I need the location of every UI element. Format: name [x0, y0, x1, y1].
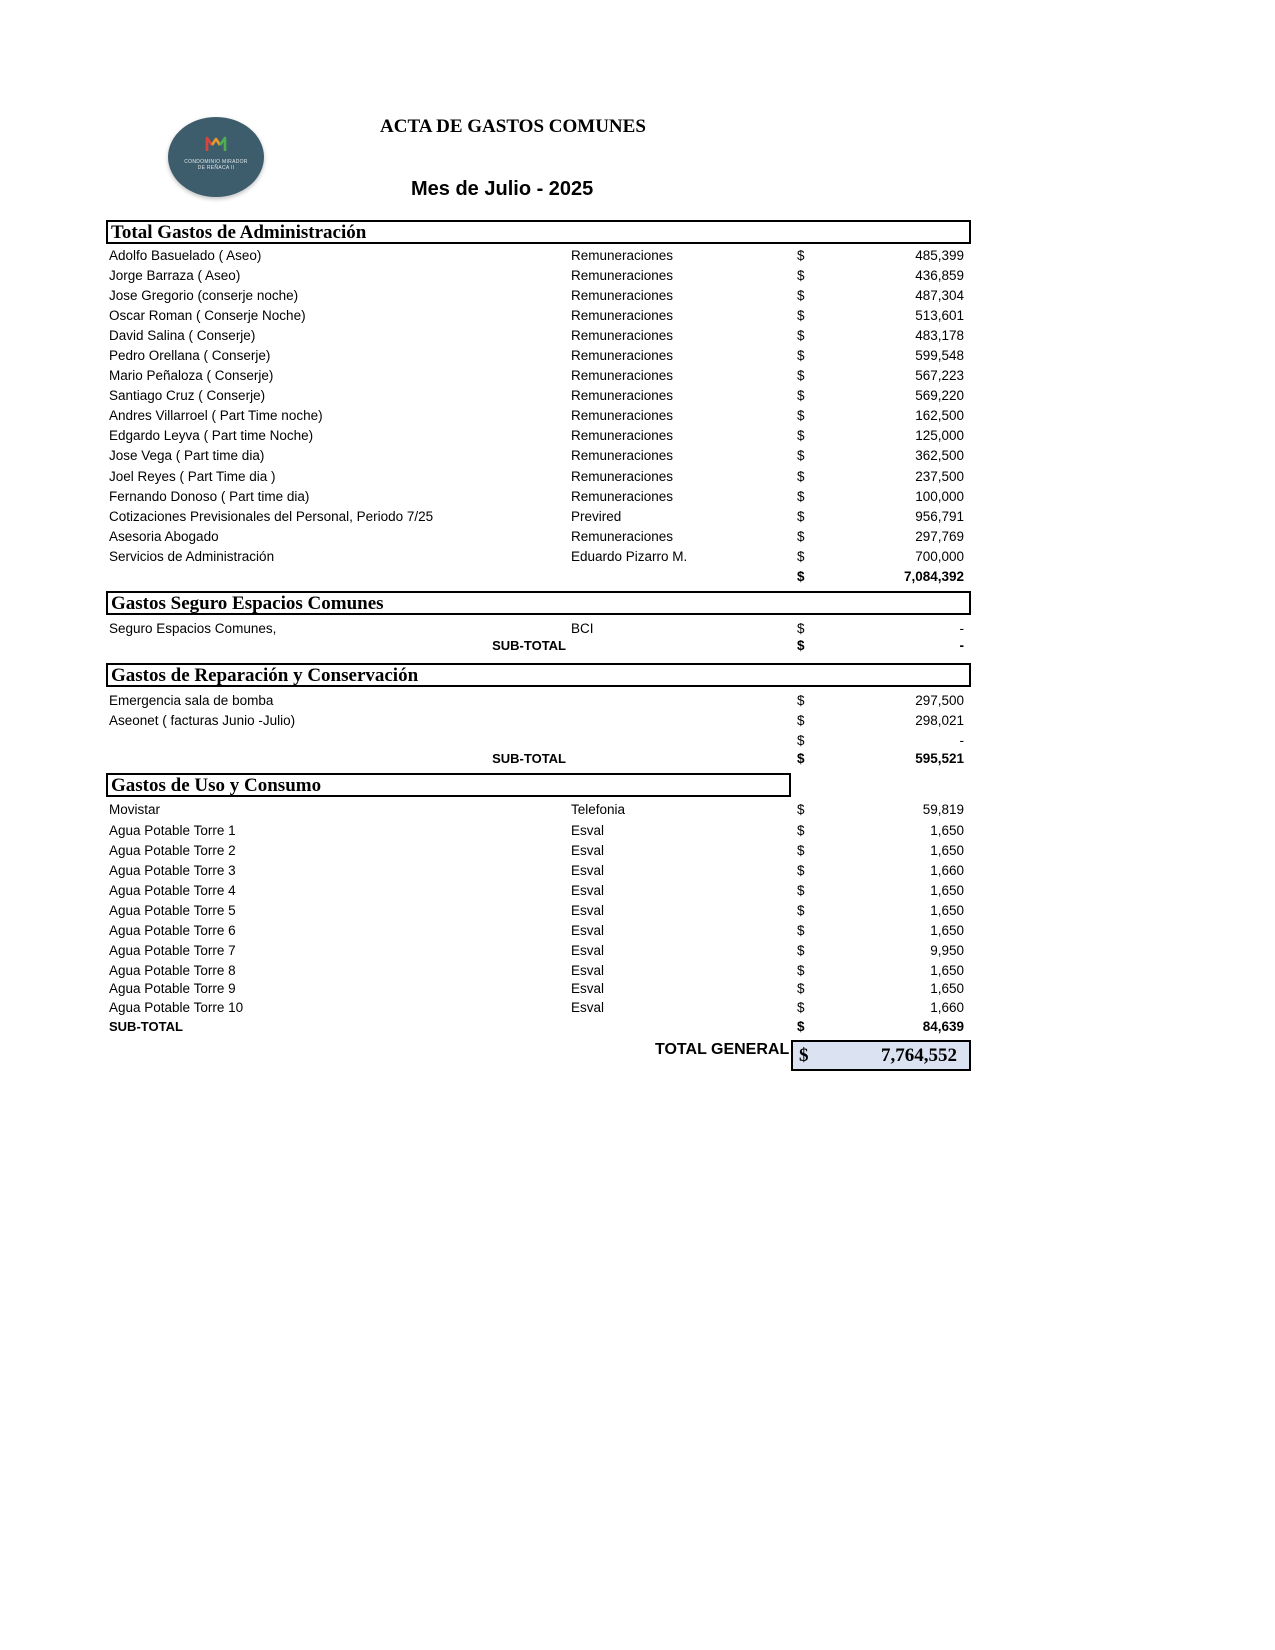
row-amount: 1,660 [930, 863, 964, 878]
row-currency: $ [797, 981, 805, 996]
row-amount: 956,791 [915, 509, 964, 524]
row-amount: 436,859 [915, 268, 964, 283]
row-category: Remuneraciones [571, 408, 674, 423]
row-currency: $ [797, 549, 805, 564]
table-row [0, 620, 1275, 638]
table-row [0, 427, 1275, 445]
section-title: Gastos Seguro Espacios Comunes [111, 593, 384, 614]
table-row [0, 902, 1275, 920]
subtotal-currency: $ [797, 751, 805, 766]
table-row [0, 267, 1275, 285]
subtotal-label: SUB-TOTAL [492, 751, 566, 766]
section-header-consumo [106, 773, 791, 797]
row-amount: 1,650 [930, 843, 964, 858]
subtotal-row [0, 1018, 1275, 1036]
table-row [0, 327, 1275, 345]
row-category: Remuneraciones [571, 368, 674, 383]
section-title: Gastos de Reparación y Conservación [111, 665, 419, 686]
table-row [0, 387, 1275, 405]
row-description: Andres Villarroel ( Part Time noche) [109, 408, 323, 423]
total-amount: 7,764,552 [881, 1045, 957, 1066]
row-description: David Salina ( Conserje) [109, 328, 256, 343]
row-description: Agua Potable Torre 6 [109, 923, 236, 938]
row-category: Remuneraciones [571, 328, 674, 343]
table-row [0, 822, 1275, 840]
row-category: Remuneraciones [571, 388, 674, 403]
table-row [0, 882, 1275, 900]
subtotal-amount: 7,084,392 [903, 569, 964, 584]
row-description: Emergencia sala de bomba [109, 693, 274, 708]
row-amount: 567,223 [915, 368, 964, 383]
row-description: Movistar [109, 802, 161, 817]
row-amount: 297,769 [915, 529, 964, 544]
row-description: Agua Potable Torre 10 [109, 1000, 244, 1015]
row-currency: $ [797, 509, 805, 524]
table-row [0, 922, 1275, 940]
total-general-label: TOTAL GENERAL [655, 1041, 790, 1058]
row-description: Pedro Orellana ( Conserje) [109, 348, 271, 363]
table-row [0, 488, 1275, 506]
row-currency: $ [797, 883, 805, 898]
row-currency: $ [797, 448, 805, 463]
row-amount: 483,178 [915, 328, 964, 343]
row-currency: $ [797, 733, 805, 748]
subtotal-amount: 595,521 [915, 751, 964, 766]
logo-text-line1: CONDOMINIO MIRADOR [184, 159, 248, 165]
row-amount: 237,500 [915, 469, 964, 484]
row-currency: $ [797, 713, 805, 728]
row-description: Adolfo Basuelado ( Aseo) [109, 248, 262, 263]
row-amount: 298,021 [915, 713, 964, 728]
row-amount: 1,650 [930, 823, 964, 838]
row-amount: 362,500 [915, 448, 964, 463]
row-currency: $ [797, 802, 805, 817]
row-category: Esval [571, 981, 605, 996]
row-amount: - [959, 621, 964, 636]
document-month: Mes de Julio - 2025 [411, 178, 594, 200]
row-description: Santiago Cruz ( Conserje) [109, 388, 266, 403]
subtotal-currency: $ [797, 1019, 805, 1034]
row-currency: $ [797, 693, 805, 708]
table-row [0, 468, 1275, 486]
row-currency: $ [797, 328, 805, 343]
section-header-administracion [106, 220, 971, 244]
row-description: Agua Potable Torre 3 [109, 863, 236, 878]
subtotal-label: SUB-TOTAL [492, 638, 566, 653]
row-currency: $ [797, 408, 805, 423]
row-currency: $ [797, 308, 805, 323]
row-currency: $ [797, 268, 805, 283]
section-header-reparacion [106, 663, 971, 687]
row-amount: 599,548 [915, 348, 964, 363]
row-description: Asesoria Abogado [109, 529, 219, 544]
row-amount: 487,304 [915, 288, 964, 303]
row-category: Remuneraciones [571, 428, 674, 443]
row-description: Servicios de Administración [109, 549, 275, 564]
row-currency: $ [797, 963, 805, 978]
row-description: Oscar Roman ( Conserje Noche) [109, 308, 306, 323]
subtotal-row [0, 568, 1275, 586]
row-amount: 100,000 [915, 489, 964, 504]
row-currency: $ [797, 529, 805, 544]
row-amount: - [959, 733, 964, 748]
total-currency: $ [799, 1045, 809, 1066]
row-category: Esval [571, 823, 605, 838]
table-row [0, 842, 1275, 860]
row-category: Remuneraciones [571, 448, 674, 463]
table-row [0, 528, 1275, 546]
table-row [0, 347, 1275, 365]
row-amount: 9,950 [930, 943, 964, 958]
row-category: Remuneraciones [571, 489, 674, 504]
row-description: Agua Potable Torre 9 [109, 981, 236, 996]
subtotal-amount: 84,639 [922, 1019, 964, 1034]
row-currency: $ [797, 469, 805, 484]
table-row [0, 732, 1275, 750]
row-currency: $ [797, 863, 805, 878]
table-row [0, 508, 1275, 526]
row-category: Esval [571, 923, 605, 938]
row-amount: 1,650 [930, 923, 964, 938]
row-amount: 1,650 [930, 981, 964, 996]
table-row [0, 999, 1275, 1017]
row-category: Esval [571, 843, 605, 858]
row-description: Cotizaciones Previsionales del Personal, Periodo 7/25 [109, 509, 434, 524]
row-currency: $ [797, 388, 805, 403]
row-amount: 1,650 [930, 883, 964, 898]
row-amount: 1,660 [930, 1000, 964, 1015]
row-description: Edgardo Leyva ( Part time Noche) [109, 428, 314, 443]
document-title: ACTA DE GASTOS COMUNES [380, 116, 646, 137]
row-currency: $ [797, 428, 805, 443]
row-description: Seguro Espacios Comunes, [109, 621, 277, 636]
row-currency: $ [797, 368, 805, 383]
section-title: Gastos de Uso y Consumo [111, 775, 322, 796]
subtotal-amount: - [959, 638, 964, 653]
row-amount: 162,500 [915, 408, 964, 423]
table-row [0, 367, 1275, 385]
subtotal-currency: $ [797, 569, 805, 584]
row-category: Esval [571, 1000, 605, 1015]
row-category: Remuneraciones [571, 529, 674, 544]
row-description: Jose Vega ( Part time dia) [109, 448, 265, 463]
row-description: Agua Potable Torre 2 [109, 843, 236, 858]
row-amount: 125,000 [915, 428, 964, 443]
row-description: Agua Potable Torre 1 [109, 823, 236, 838]
total-general-box [791, 1040, 971, 1071]
row-amount: 513,601 [915, 308, 964, 323]
logo-text-line2: DE REÑACA II [197, 165, 235, 171]
row-category: Previred [571, 509, 622, 524]
row-category: Esval [571, 963, 605, 978]
row-category: Remuneraciones [571, 288, 674, 303]
row-amount: 700,000 [915, 549, 964, 564]
row-description: Agua Potable Torre 4 [109, 883, 236, 898]
logo-m-icon [204, 135, 228, 153]
row-category: Telefonia [571, 802, 626, 817]
row-description: Agua Potable Torre 5 [109, 903, 236, 918]
table-row [0, 447, 1275, 465]
row-category: Remuneraciones [571, 469, 674, 484]
row-amount: 59,819 [922, 802, 964, 817]
row-category: Remuneraciones [571, 248, 674, 263]
row-category: Eduardo Pizarro M. [571, 549, 688, 564]
row-currency: $ [797, 348, 805, 363]
row-description: Jose Gregorio (conserje noche) [109, 288, 299, 303]
table-row [0, 980, 1275, 998]
row-category: BCI [571, 621, 594, 636]
row-description: Aseonet ( facturas Junio -Julio) [109, 713, 296, 728]
row-category: Remuneraciones [571, 348, 674, 363]
row-currency: $ [797, 943, 805, 958]
row-category: Esval [571, 863, 605, 878]
row-currency: $ [797, 923, 805, 938]
section-title: Total Gastos de Administración [111, 222, 367, 243]
row-description: Jorge Barraza ( Aseo) [109, 268, 241, 283]
table-row [0, 862, 1275, 880]
row-category: Esval [571, 943, 605, 958]
row-amount: 1,650 [930, 903, 964, 918]
row-currency: $ [797, 621, 805, 636]
row-currency: $ [797, 823, 805, 838]
row-description: Mario Peñaloza ( Conserje) [109, 368, 274, 383]
row-amount: 569,220 [915, 388, 964, 403]
row-description: Joel Reyes ( Part Time dia ) [109, 469, 276, 484]
row-category: Esval [571, 903, 605, 918]
table-row [0, 962, 1275, 980]
row-category: Remuneraciones [571, 308, 674, 323]
table-row [0, 287, 1275, 305]
row-currency: $ [797, 903, 805, 918]
table-row [0, 247, 1275, 265]
subtotal-label: SUB-TOTAL [109, 1019, 183, 1034]
subtotal-currency: $ [797, 638, 805, 653]
row-currency: $ [797, 843, 805, 858]
row-currency: $ [797, 1000, 805, 1015]
row-description: Fernando Donoso ( Part time dia) [109, 489, 310, 504]
condominium-logo [168, 117, 264, 197]
row-amount: 1,650 [930, 963, 964, 978]
row-description: Agua Potable Torre 8 [109, 963, 236, 978]
table-row [0, 307, 1275, 325]
subtotal-row [0, 637, 1275, 655]
section-header-seguro [106, 591, 971, 615]
table-row [0, 712, 1275, 730]
row-category: Esval [571, 883, 605, 898]
row-currency: $ [797, 248, 805, 263]
table-row [0, 801, 1275, 819]
row-category: Remuneraciones [571, 268, 674, 283]
row-currency: $ [797, 288, 805, 303]
row-amount: 485,399 [915, 248, 964, 263]
row-amount: 297,500 [915, 693, 964, 708]
table-row [0, 692, 1275, 710]
row-description: Agua Potable Torre 7 [109, 943, 236, 958]
table-row [0, 407, 1275, 425]
table-row [0, 942, 1275, 960]
subtotal-row [0, 750, 1275, 768]
row-currency: $ [797, 489, 805, 504]
table-row [0, 548, 1275, 566]
